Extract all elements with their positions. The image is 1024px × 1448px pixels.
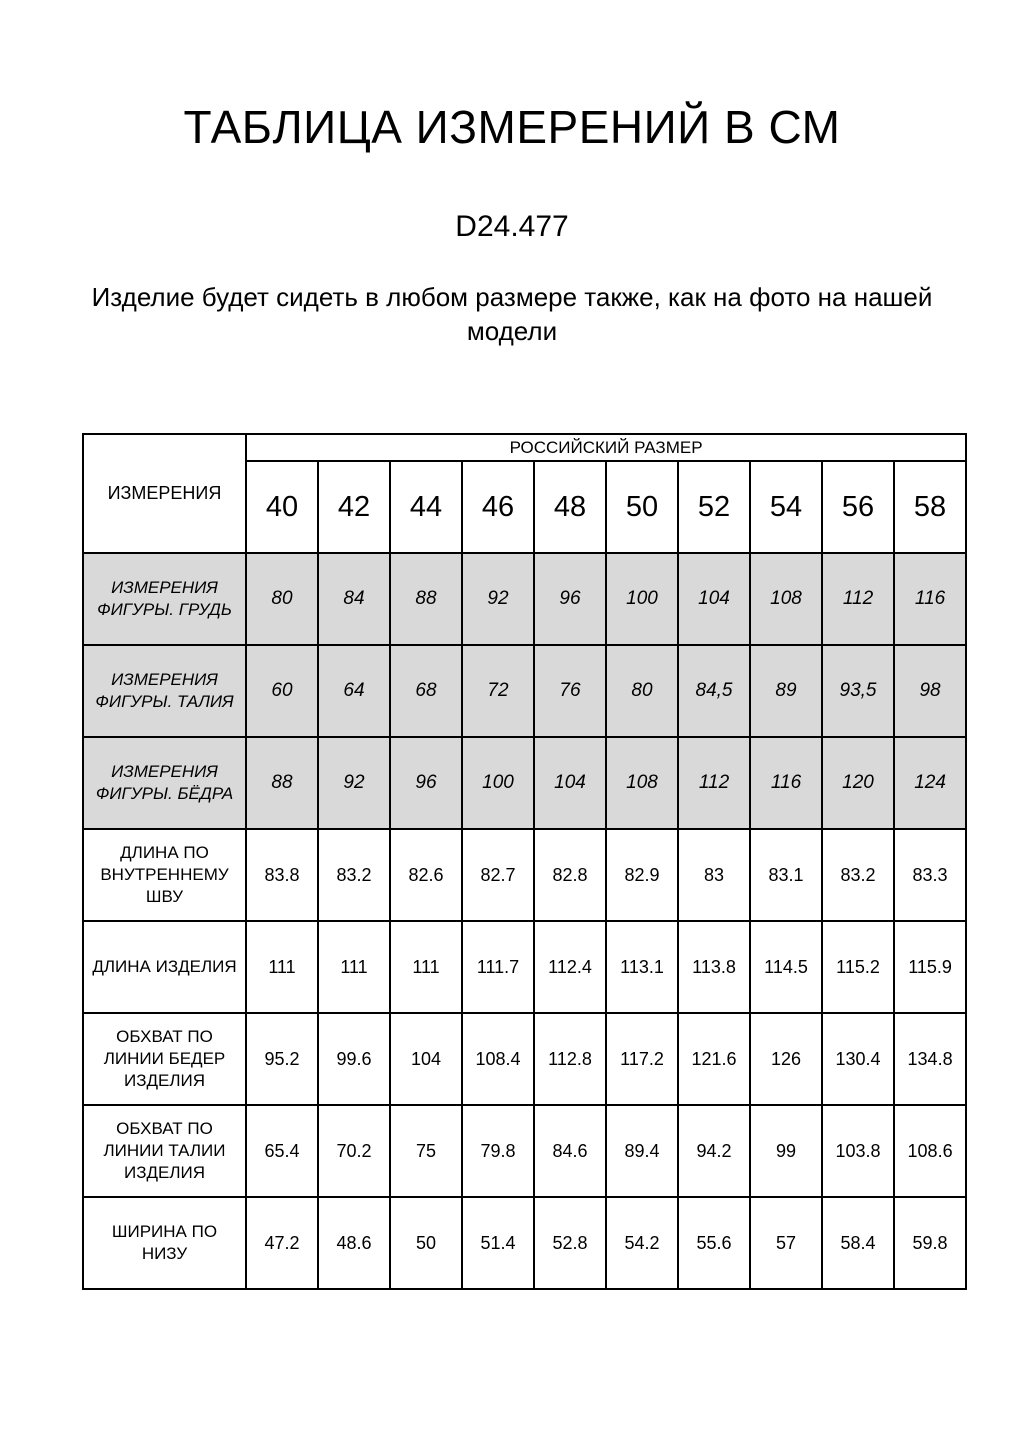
value-cell: 134.8 — [894, 1013, 966, 1105]
value-cell: 88 — [246, 737, 318, 829]
value-cell: 83.3 — [894, 829, 966, 921]
value-cell: 88 — [390, 553, 462, 645]
value-cell: 79.8 — [462, 1105, 534, 1197]
row-label: ИЗМЕРЕНИЯ ФИГУРЫ. ГРУДЬ — [83, 553, 246, 645]
table-row — [83, 737, 966, 829]
value-cell: 104 — [534, 737, 606, 829]
value-cell: 111 — [390, 921, 462, 1013]
value-cell: 121.6 — [678, 1013, 750, 1105]
page-title: ТАБЛИЦА ИЗМЕРЕНИЙ В СМ — [183, 101, 841, 153]
size-header-cell: 58 — [894, 461, 966, 553]
size-header-cell: 48 — [534, 461, 606, 553]
value-cell: 54.2 — [606, 1197, 678, 1289]
value-cell: 82.7 — [462, 829, 534, 921]
value-cell: 111 — [318, 921, 390, 1013]
table-row — [83, 1013, 966, 1105]
size-header-cell: 46 — [462, 461, 534, 553]
value-cell: 103.8 — [822, 1105, 894, 1197]
row-label: ОБХВАТ ПО ЛИНИИ БЕДЕР ИЗДЕЛИЯ — [83, 1013, 246, 1105]
value-cell: 82.9 — [606, 829, 678, 921]
value-cell: 111 — [246, 921, 318, 1013]
value-cell: 80 — [246, 553, 318, 645]
value-cell: 65.4 — [246, 1105, 318, 1197]
measurements-corner-cell: ИЗМЕРЕНИЯ — [83, 434, 246, 553]
value-cell: 113.8 — [678, 921, 750, 1013]
value-cell: 112.4 — [534, 921, 606, 1013]
value-cell: 89.4 — [606, 1105, 678, 1197]
table-row — [83, 1197, 966, 1289]
value-cell: 82.8 — [534, 829, 606, 921]
value-cell: 55.6 — [678, 1197, 750, 1289]
value-cell: 111.7 — [462, 921, 534, 1013]
table-row — [83, 829, 966, 921]
row-label: ОБХВАТ ПО ЛИНИИ ТАЛИИ ИЗДЕЛИЯ — [83, 1105, 246, 1197]
value-cell: 83.2 — [318, 829, 390, 921]
value-cell: 93,5 — [822, 645, 894, 737]
value-cell: 124 — [894, 737, 966, 829]
row-label: ИЗМЕРЕНИЯ ФИГУРЫ. ТАЛИЯ — [83, 645, 246, 737]
value-cell: 112 — [822, 553, 894, 645]
value-cell: 51.4 — [462, 1197, 534, 1289]
russian-size-header: РОССИЙСКИЙ РАЗМЕР — [246, 434, 966, 461]
table-row — [83, 1105, 966, 1197]
size-header-cell: 50 — [606, 461, 678, 553]
row-label: ДЛИНА ПО ВНУТРЕННЕМУ ШВУ — [83, 829, 246, 921]
value-cell: 96 — [534, 553, 606, 645]
value-cell: 117.2 — [606, 1013, 678, 1105]
value-cell: 99 — [750, 1105, 822, 1197]
value-cell: 108 — [750, 553, 822, 645]
value-cell: 83.2 — [822, 829, 894, 921]
value-cell: 59.8 — [894, 1197, 966, 1289]
value-cell: 50 — [390, 1197, 462, 1289]
size-header-cell: 42 — [318, 461, 390, 553]
value-cell: 68 — [390, 645, 462, 737]
value-cell: 120 — [822, 737, 894, 829]
value-cell: 84,5 — [678, 645, 750, 737]
value-cell: 84.6 — [534, 1105, 606, 1197]
value-cell: 57 — [750, 1197, 822, 1289]
value-cell: 108 — [606, 737, 678, 829]
value-cell: 83.1 — [750, 829, 822, 921]
size-header-cell: 56 — [822, 461, 894, 553]
value-cell: 96 — [390, 737, 462, 829]
size-header-cell: 54 — [750, 461, 822, 553]
value-cell: 108.4 — [462, 1013, 534, 1105]
value-cell: 108.6 — [894, 1105, 966, 1197]
value-cell: 92 — [462, 553, 534, 645]
value-cell: 83 — [678, 829, 750, 921]
size-group-header-row — [83, 434, 966, 461]
value-cell: 130.4 — [822, 1013, 894, 1105]
table-row — [83, 553, 966, 645]
value-cell: 48.6 — [318, 1197, 390, 1289]
value-cell: 114.5 — [750, 921, 822, 1013]
row-label: ШИРИНА ПО НИЗУ — [83, 1197, 246, 1289]
value-cell: 64 — [318, 645, 390, 737]
value-cell: 94.2 — [678, 1105, 750, 1197]
row-label: ИЗМЕРЕНИЯ ФИГУРЫ. БЁДРА — [83, 737, 246, 829]
table-row — [83, 645, 966, 737]
row-label: ДЛИНА ИЗДЕЛИЯ — [83, 921, 246, 1013]
value-cell: 104 — [678, 553, 750, 645]
value-cell: 83.8 — [246, 829, 318, 921]
value-cell: 89 — [750, 645, 822, 737]
value-cell: 52.8 — [534, 1197, 606, 1289]
value-cell: 115.9 — [894, 921, 966, 1013]
value-cell: 98 — [894, 645, 966, 737]
value-cell: 116 — [750, 737, 822, 829]
measurements-table — [82, 433, 967, 1290]
value-cell: 70.2 — [318, 1105, 390, 1197]
value-cell: 99.6 — [318, 1013, 390, 1105]
value-cell: 84 — [318, 553, 390, 645]
value-cell: 82.6 — [390, 829, 462, 921]
value-cell: 76 — [534, 645, 606, 737]
value-cell: 72 — [462, 645, 534, 737]
table-row — [83, 921, 966, 1013]
value-cell: 75 — [390, 1105, 462, 1197]
value-cell: 113.1 — [606, 921, 678, 1013]
value-cell: 92 — [318, 737, 390, 829]
value-cell: 112 — [678, 737, 750, 829]
value-cell: 116 — [894, 553, 966, 645]
fit-note: Изделие будет сидеть в любом размере также, как на фото на нашей модели — [91, 282, 933, 346]
value-cell: 47.2 — [246, 1197, 318, 1289]
value-cell: 115.2 — [822, 921, 894, 1013]
value-cell: 60 — [246, 645, 318, 737]
size-header-cell: 44 — [390, 461, 462, 553]
value-cell: 100 — [606, 553, 678, 645]
value-cell: 112.8 — [534, 1013, 606, 1105]
article-code: D24.477 — [455, 210, 569, 243]
size-header-cell: 40 — [246, 461, 318, 553]
value-cell: 100 — [462, 737, 534, 829]
value-cell: 104 — [390, 1013, 462, 1105]
value-cell: 80 — [606, 645, 678, 737]
value-cell: 95.2 — [246, 1013, 318, 1105]
value-cell: 126 — [750, 1013, 822, 1105]
value-cell: 58.4 — [822, 1197, 894, 1289]
size-header-cell: 52 — [678, 461, 750, 553]
